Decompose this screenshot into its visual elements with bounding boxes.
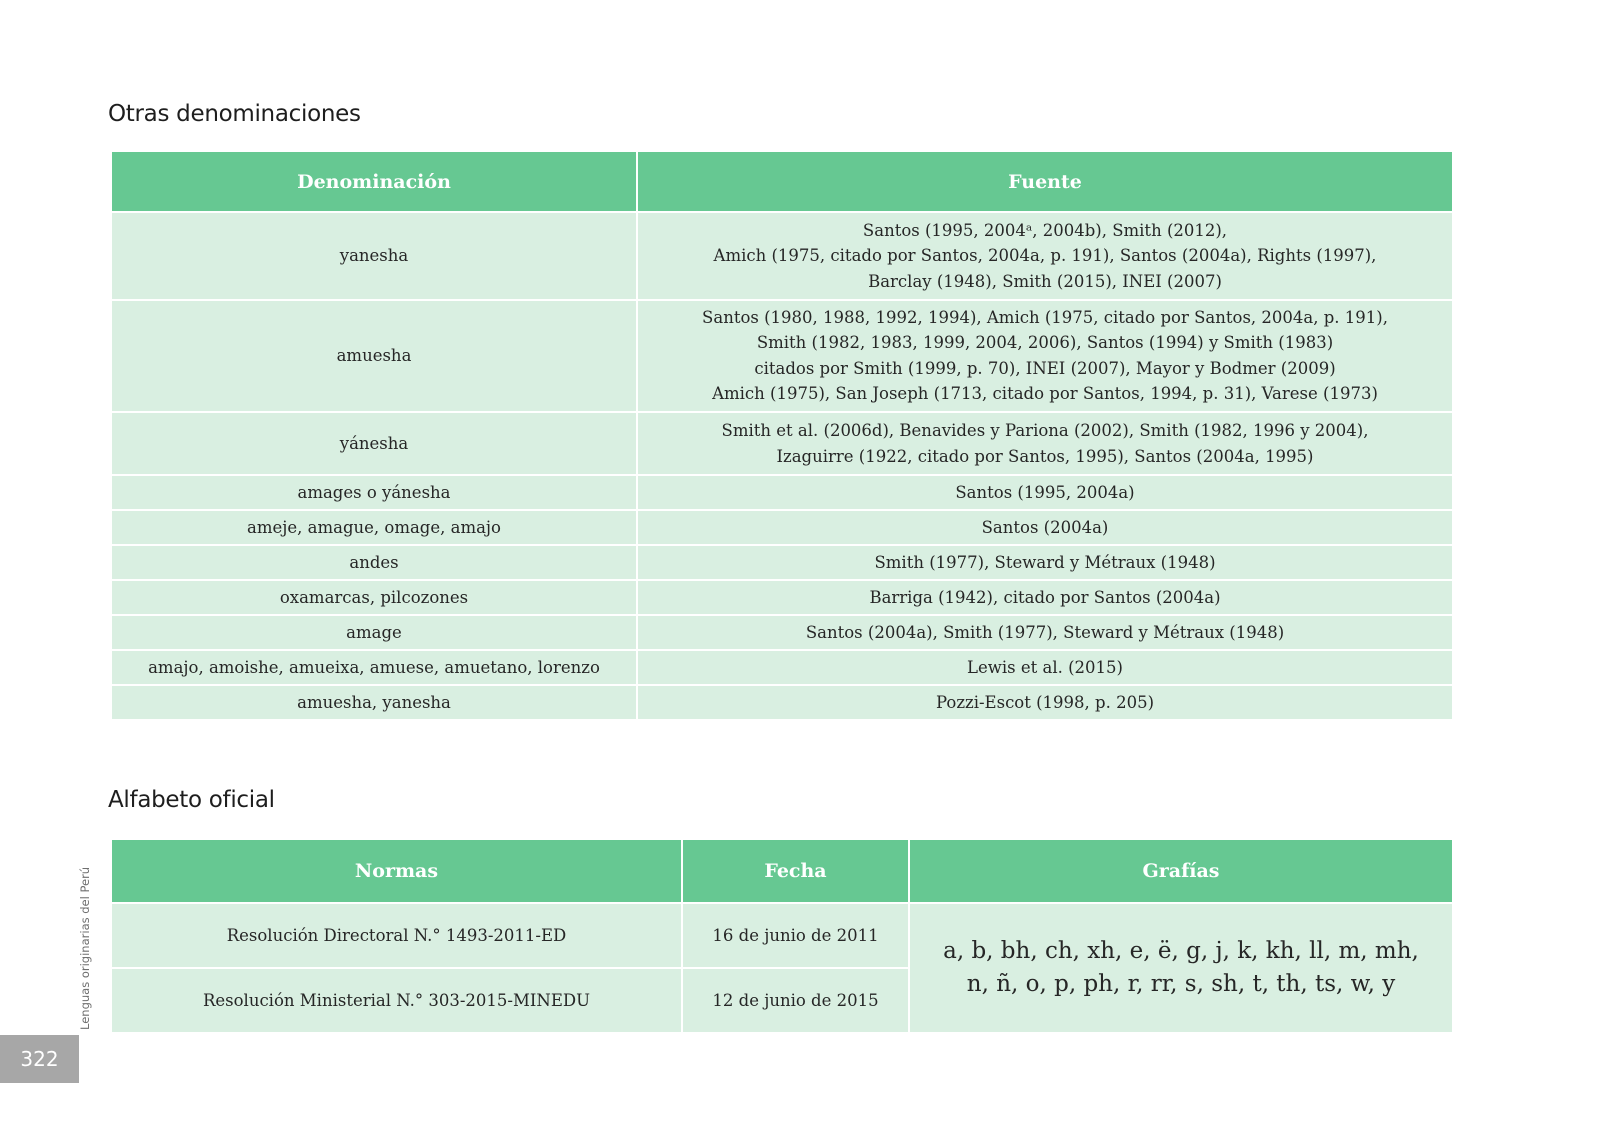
fecha-cell: 12 de junio de 2015 [682, 968, 909, 1033]
norma-cell: Resolución Directoral N.° 1493-2011-ED [111, 903, 682, 968]
column-header-grafias: Grafías [909, 839, 1453, 903]
table-row [111, 685, 1453, 720]
book-title-caption: Lenguas originarias del Perú [78, 866, 92, 1030]
fuente-line: Barclay (1948), Smith (2015), INEI (2007) [868, 271, 1222, 291]
denominacion-cell: amage [111, 615, 637, 650]
norma-cell: Resolución Ministerial N.° 303-2015-MINEDU [111, 968, 682, 1033]
alfabeto-table [110, 838, 1454, 1034]
fuente-line: Amich (1975, citado por Santos, 2004a, p. 191), Santos (2004a), Rights (1997), [713, 246, 1377, 266]
fuente-line: Santos (1980, 1988, 1992, 1994), Amich (1975, citado por Santos, 2004a, p. 191), [702, 307, 1388, 327]
fuente-line: Santos (2004a), Smith (1977), Steward y Métraux (1948) [805, 623, 1285, 643]
fuente-cell [637, 615, 1453, 650]
fuente-cell [637, 212, 1453, 300]
fuente-cell [637, 580, 1453, 615]
grafias-cell [909, 903, 1453, 1033]
denominacion-cell: oxamarcas, pilcozones [111, 580, 637, 615]
fuente-line: Amich (1975), San Joseph (1713, citado por Santos, 1994, p. 31), Varese (1973) [712, 384, 1378, 404]
fuente-cell [637, 650, 1453, 685]
fuente-cell [637, 300, 1453, 412]
table-row [111, 300, 1453, 412]
table-header-row [111, 839, 1453, 903]
table-row [111, 580, 1453, 615]
denominaciones-body [111, 212, 1453, 720]
fuente-line: Santos (1995, 2004ᵃ, 2004b), Smith (2012), [862, 220, 1228, 240]
fuente-line: Santos (1995, 2004a) [955, 483, 1135, 503]
table-row [111, 212, 1453, 300]
table-row [111, 615, 1453, 650]
fuente-cell [637, 545, 1453, 580]
fuente-line: Smith et al. (2006d), Benavides y Pariona (2002), Smith (1982, 1996 y 2004), [721, 421, 1369, 441]
fuente-cell [637, 510, 1453, 545]
denominacion-cell: andes [111, 545, 637, 580]
fuente-line: Pozzi-Escot (1998, p. 205) [935, 693, 1155, 713]
fuente-cell [637, 475, 1453, 510]
fuente-cell [637, 685, 1453, 720]
page-number-badge [0, 1035, 79, 1083]
table-row [111, 412, 1453, 475]
otras-denominaciones-title: Otras denominaciones [108, 101, 361, 127]
denominacion-cell: yanesha [111, 212, 637, 300]
denominacion-cell: amuesha, yanesha [111, 685, 637, 720]
fuente-line: Lewis et al. (2015) [967, 658, 1123, 678]
fecha-cell: 16 de junio de 2011 [682, 903, 909, 968]
table-row [111, 510, 1453, 545]
table-row [111, 545, 1453, 580]
fuente-line: Smith (1977), Steward y Métraux (1948) [874, 553, 1216, 573]
fuente-cell [637, 412, 1453, 475]
fuente-line: Izaguirre (1922, citado por Santos, 1995), Santos (2004a, 1995) [776, 446, 1314, 466]
denominacion-cell: ameje, amague, omage, amajo [111, 510, 637, 545]
denominacion-cell: yánesha [111, 412, 637, 475]
fuente-line: Barriga (1942), citado por Santos (2004a) [869, 588, 1221, 608]
denominacion-cell: amuesha [111, 300, 637, 412]
table-header-row [111, 151, 1453, 212]
grafias-line: a, b, bh, ch, xh, e, ë, g, j, k, kh, ll, m, mh, [943, 938, 1419, 964]
page-number: 322 [20, 1047, 59, 1071]
column-header-fecha: Fecha [682, 839, 909, 903]
alfabeto-oficial-title: Alfabeto oficial [108, 787, 275, 813]
denominaciones-table [110, 150, 1454, 721]
column-header-fuente: Fuente [637, 151, 1453, 212]
grafias-line: n, ñ, o, p, ph, r, rr, s, sh, t, th, ts, w, y [966, 971, 1396, 997]
fuente-line: citados por Smith (1999, p. 70), INEI (2007), Mayor y Bodmer (2009) [754, 358, 1336, 378]
table-row [111, 475, 1453, 510]
denominacion-cell: amajo, amoishe, amueixa, amuese, amuetano, lorenzo [111, 650, 637, 685]
table-row [111, 650, 1453, 685]
column-header-normas: Normas [111, 839, 682, 903]
column-header-denominacion: Denominación [111, 151, 637, 212]
denominacion-cell: amages o yánesha [111, 475, 637, 510]
table-row [111, 903, 1453, 968]
fuente-line: Santos (2004a) [981, 518, 1109, 538]
fuente-line: Smith (1982, 1983, 1999, 2004, 2006), Santos (1994) y Smith (1983) [756, 333, 1334, 353]
